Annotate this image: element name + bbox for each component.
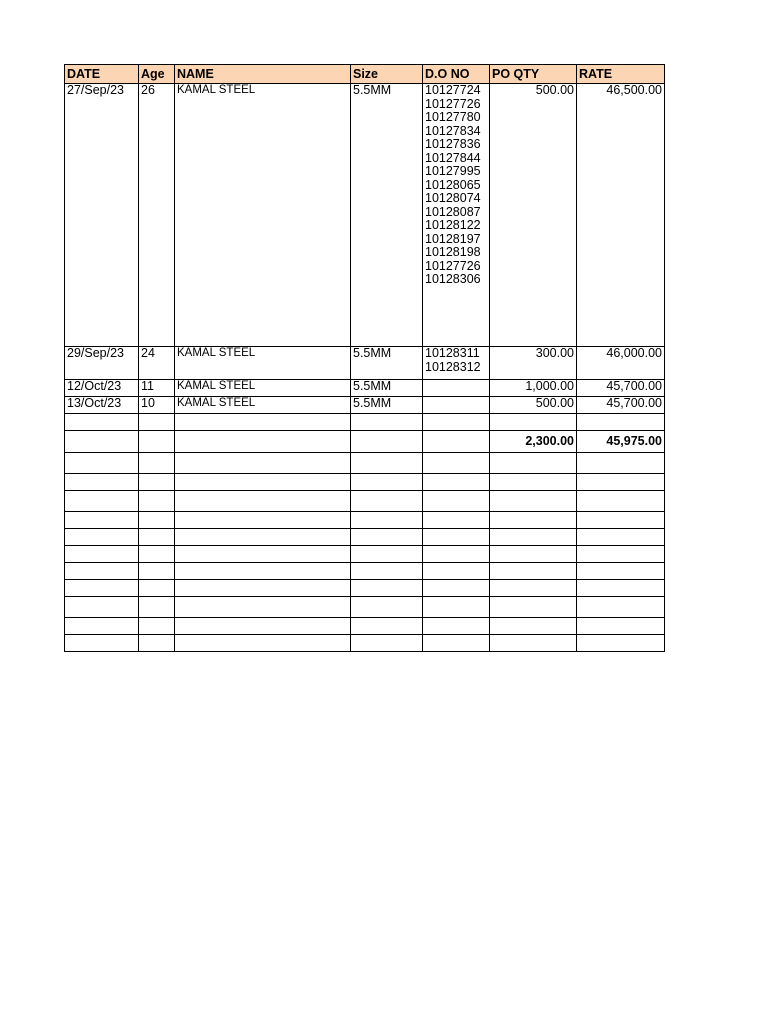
empty-row (65, 597, 665, 618)
cell-date: 29/Sep/23 (65, 347, 139, 380)
do-number: 10128065 (425, 177, 481, 192)
cell-date: 27/Sep/23 (65, 84, 139, 347)
empty-row (65, 491, 665, 512)
empty-row (65, 529, 665, 546)
do-number: 10128311 (425, 346, 480, 360)
do-number: 10127726 (425, 96, 481, 111)
header-size: Size (351, 65, 423, 84)
do-number: 10128122 (425, 218, 481, 232)
po-table (64, 64, 665, 652)
do-number: 10128197 (425, 231, 481, 246)
cell-size: 5.5MM (351, 380, 423, 397)
cell-date: 12/Oct/23 (65, 380, 139, 397)
header-age: Age (139, 65, 175, 84)
header-do-no: D.O NO (423, 65, 490, 84)
do-number: 10128198 (425, 245, 481, 259)
empty-row (65, 635, 665, 652)
cell-age: 24 (139, 347, 175, 380)
header-date: DATE (65, 65, 139, 84)
empty-row (65, 580, 665, 597)
do-number: 10128087 (425, 204, 481, 219)
header-rate: RATE (577, 65, 665, 84)
empty-row (65, 512, 665, 529)
header-po-qty: PO QTY (490, 65, 577, 84)
cell-date: 13/Oct/23 (65, 397, 139, 414)
do-number: 10127726 (425, 258, 481, 273)
do-number: 10127844 (425, 150, 481, 165)
empty-row (65, 618, 665, 635)
do-number: 10127724 (425, 83, 481, 97)
cell-rate: 46,000.00 (577, 347, 665, 380)
cell-size: 5.5MM (351, 84, 423, 347)
cell-name: KAMAL STEEL (175, 84, 351, 347)
cell-rate: 45,700.00 (577, 397, 665, 414)
cell-age: 11 (139, 380, 175, 397)
header-row (65, 65, 665, 84)
table-row (65, 397, 665, 414)
table-row (65, 380, 665, 397)
cell-name: KAMAL STEEL (175, 347, 351, 380)
cell-age: 26 (139, 84, 175, 347)
cell-age: 10 (139, 397, 175, 414)
empty-row (65, 563, 665, 580)
cell-po-qty: 1,000.00 (490, 380, 577, 397)
cell-name: KAMAL STEEL (175, 380, 351, 397)
cell-rate: 46,500.00 (577, 84, 665, 347)
do-number: 10128312 (425, 359, 481, 374)
cell-rate: 45,700.00 (577, 380, 665, 397)
cell-size: 5.5MM (351, 397, 423, 414)
do-number: 10128306 (425, 272, 481, 286)
empty-row (65, 414, 665, 431)
do-number: 10128074 (425, 191, 481, 205)
cell-po-qty: 500.00 (490, 397, 577, 414)
do-number: 10127780 (425, 110, 481, 124)
cell-do-no (423, 380, 490, 397)
cell-po-qty: 300.00 (490, 347, 577, 380)
cell-po-qty: 500.00 (490, 84, 577, 347)
cell-do-no (423, 84, 490, 347)
total-rate: 45,975.00 (577, 431, 665, 453)
cell-size: 5.5MM (351, 347, 423, 380)
do-number: 10127995 (425, 164, 481, 178)
empty-row (65, 474, 665, 491)
do-number: 10127836 (425, 137, 481, 151)
empty-row (65, 453, 665, 474)
header-name: NAME (175, 65, 351, 84)
total-po-qty: 2,300.00 (490, 431, 577, 453)
totals-row (65, 431, 665, 453)
empty-row (65, 546, 665, 563)
table-row (65, 84, 665, 347)
cell-do-no (423, 397, 490, 414)
do-number: 10127834 (425, 123, 481, 138)
cell-name: KAMAL STEEL (175, 397, 351, 414)
cell-do-no (423, 347, 490, 380)
table-row (65, 347, 665, 380)
